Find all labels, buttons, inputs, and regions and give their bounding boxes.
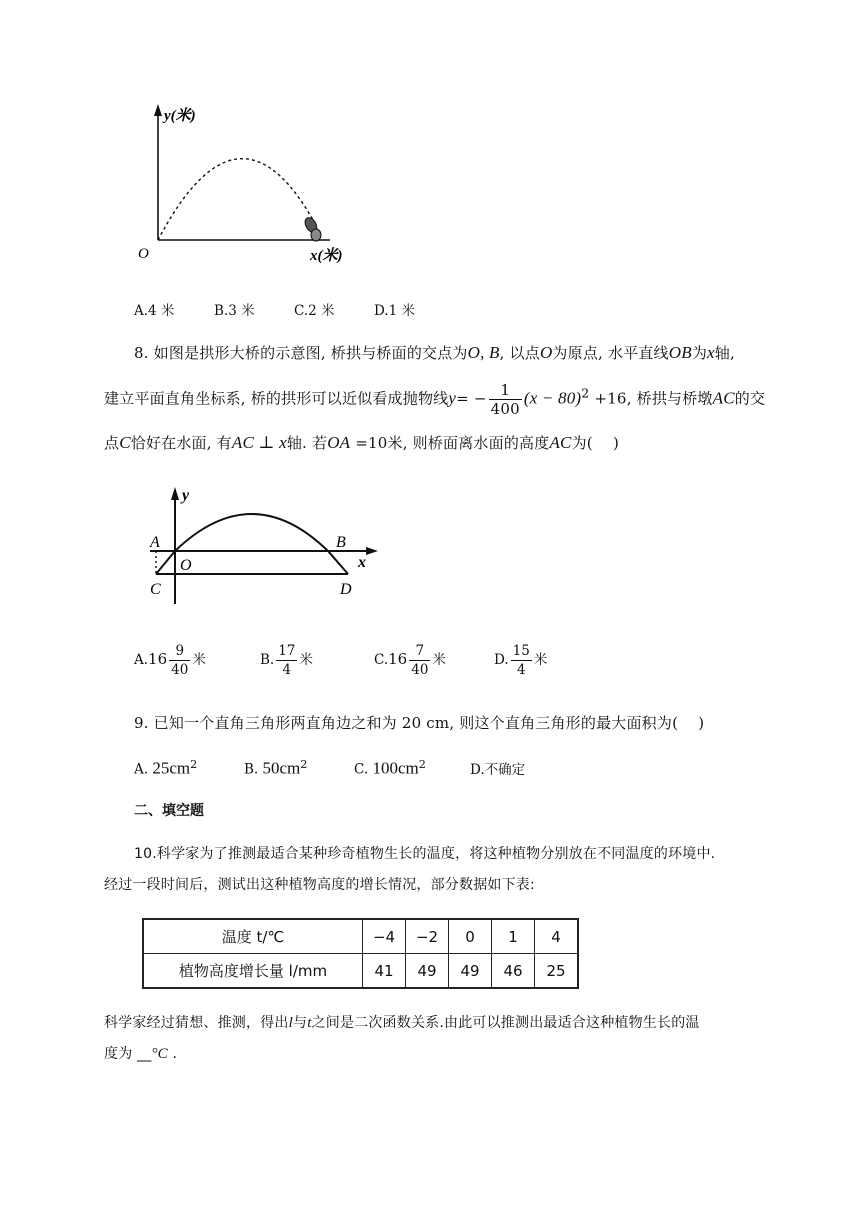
table-header-cell: 植物高度增长量 l/mm: [143, 954, 363, 989]
table-cell: 4: [535, 919, 579, 954]
q9-option-c: C. $100cm^2$: [354, 758, 426, 778]
table-cell: 25: [535, 954, 579, 989]
table-cell: 46: [492, 954, 535, 989]
x-axis-label: x(米): [310, 248, 343, 264]
table-header-cell: 温度 t/℃: [143, 919, 363, 954]
q7-option-d: D.1 米: [374, 303, 416, 319]
q7-option-b: B.3 米: [214, 303, 255, 319]
q9-option-d: D.不确定: [470, 762, 526, 778]
q7-option-c: C.2 米: [294, 303, 335, 319]
fig2-c-label: C: [150, 581, 161, 598]
q8-option-d: D. $\frac{15}{4}$ 米: [494, 643, 548, 678]
q8-option-a: A.16 $\frac{9}{40}$ 米: [134, 643, 206, 678]
fraction-1-400: $\frac{1}{400}$: [490, 381, 520, 418]
q9-text: 9. 已知一个直角三角形两直角边之和为 20 cm, 则这个直角三角形的最大面积为( ): [134, 714, 705, 732]
q8-line-1: 8. 如图是拱形大桥的示意图, 桥拱与桥面的交点为O, B, 以点O为原点, 水平直线OB为x轴,: [134, 343, 735, 362]
q10-line-2: 经过一段时间后，测试出这种植物高度的增长情况，部分数据如下表:: [104, 877, 535, 893]
origin-label: O: [138, 246, 149, 262]
table-cell: 1: [492, 919, 535, 954]
q10-line-4: 度为 __°C .: [104, 1046, 178, 1062]
fig2-o-label: O: [180, 557, 192, 574]
table-cell: −2: [406, 919, 449, 954]
trajectory-figure: [130, 98, 370, 268]
fig2-x-label: x: [358, 554, 366, 571]
table-cell: 0: [449, 919, 492, 954]
q10-line-3: 科学家经过猜想、推测，得出l与t之间是二次函数关系.由此可以推测出最适合这种植物生长的温: [104, 1015, 700, 1031]
fig2-b-label: B: [336, 534, 346, 551]
q9-option-a: A. $25cm^2$: [134, 758, 198, 778]
bridge-figure: [140, 482, 390, 607]
fig2-y-label: y: [182, 487, 190, 504]
q8-option-c: C.16 $\frac{7}{40}$ 米: [374, 643, 446, 678]
fig2-d-label: D: [340, 581, 352, 598]
table-row: [143, 919, 578, 954]
table-cell: 49: [406, 954, 449, 989]
table-row: [143, 954, 578, 989]
y-axis-label: y(米): [164, 108, 196, 124]
q8-line-3: 点C恰好在水面, 有AC ⊥ x轴. 若OA =10米, 则桥面离水面的高度AC为( ): [104, 433, 620, 452]
table-cell: 49: [449, 954, 492, 989]
q8-option-b: B. $\frac{17}{4}$ 米: [260, 643, 313, 678]
table-cell: −4: [363, 919, 406, 954]
section-title: 二、填空题: [134, 803, 204, 819]
q10-line-1: 10.科学家为了推测最适合某种珍奇植物生长的温度，将这种植物分别放在不同温度的环境中.: [134, 846, 716, 862]
data-table: [142, 918, 579, 989]
answer-blank[interactable]: __: [137, 1046, 152, 1062]
fig2-a-label: A: [150, 534, 160, 551]
table-cell: 41: [363, 954, 406, 989]
q9-option-b: B. $50cm^2$: [244, 758, 308, 778]
q7-option-a: A.4 米: [134, 303, 175, 319]
q8-line-2: 建立平面直角坐标系, 桥的拱形可以近似看成抛物线y= − $\frac{1}{400}$ $(x - 80)^2 +16$, 桥拱与桥墩AC的交: [104, 381, 766, 418]
